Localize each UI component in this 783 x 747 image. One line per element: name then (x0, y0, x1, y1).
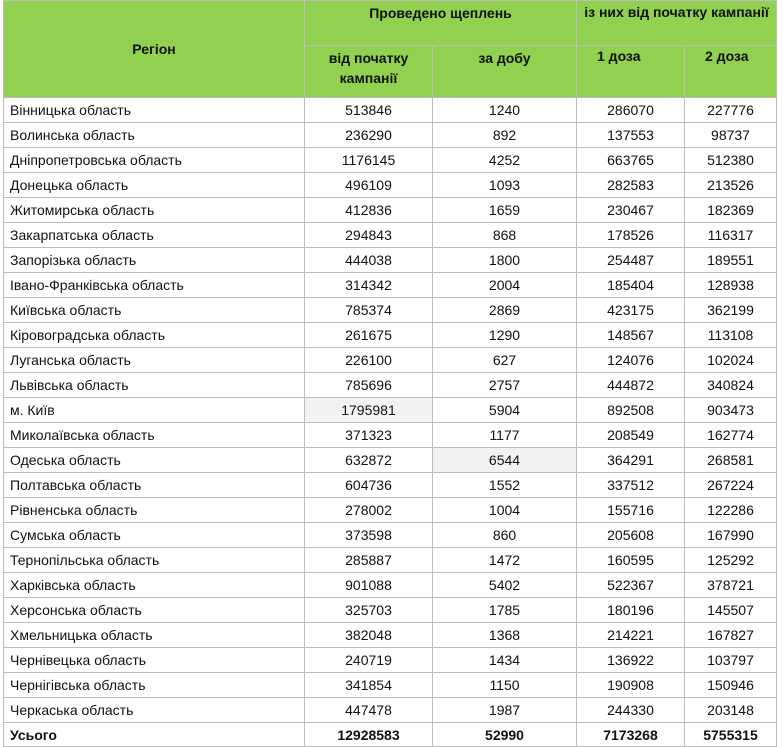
vaccination-table-container (3, 0, 777, 747)
dose1-cell: 155716 (577, 498, 685, 523)
table-row (4, 448, 777, 473)
per-day-cell: 1434 (433, 648, 577, 673)
dose2-cell: 362199 (685, 298, 777, 323)
dose2-cell: 150946 (685, 673, 777, 698)
region-name-cell: Запорізька область (4, 248, 305, 273)
total-dose1: 7173268 (577, 723, 685, 747)
since-start-cell: 1795981 (305, 398, 433, 423)
since-start-cell: 785374 (305, 298, 433, 323)
per-day-cell: 1987 (433, 698, 577, 723)
since-start-column-header: від початку кампанії (305, 46, 433, 98)
dose2-cell: 145507 (685, 598, 777, 623)
dose2-cell: 162774 (685, 423, 777, 448)
dose2-cell: 512380 (685, 148, 777, 173)
per-day-cell: 1093 (433, 173, 577, 198)
region-name-cell: Черкаська область (4, 698, 305, 723)
per-day-cell: 1472 (433, 548, 577, 573)
dose1-cell: 663765 (577, 148, 685, 173)
header-row-top (4, 1, 777, 46)
dose2-cell: 267224 (685, 473, 777, 498)
region-name-cell: Дніпропетровська область (4, 148, 305, 173)
dose1-cell: 180196 (577, 598, 685, 623)
table-row (4, 523, 777, 548)
since-start-cell: 785696 (305, 373, 433, 398)
per-day-cell: 860 (433, 523, 577, 548)
dose1-cell: 190908 (577, 673, 685, 698)
dose2-cell: 125292 (685, 548, 777, 573)
per-day-cell: 2757 (433, 373, 577, 398)
table-row (4, 323, 777, 348)
dose2-cell: 102024 (685, 348, 777, 373)
region-name-cell: Івано-Франківська область (4, 273, 305, 298)
table-row (4, 473, 777, 498)
per-day-cell: 1150 (433, 673, 577, 698)
region-name-cell: Чернігівська область (4, 673, 305, 698)
region-name-cell: Кіровоградська область (4, 323, 305, 348)
region-name-cell: Житомирська область (4, 198, 305, 223)
table-row (4, 548, 777, 573)
table-row (4, 598, 777, 623)
region-name-cell: Чернівецька область (4, 648, 305, 673)
table-row (4, 273, 777, 298)
dose2-cell: 122286 (685, 498, 777, 523)
per-day-cell: 6544 (433, 448, 577, 473)
per-day-column-header: за добу (433, 46, 577, 98)
since-start-cell: 314342 (305, 273, 433, 298)
table-row (4, 123, 777, 148)
dose1-cell: 214221 (577, 623, 685, 648)
per-day-cell: 868 (433, 223, 577, 248)
dose1-cell: 892508 (577, 398, 685, 423)
table-row (4, 248, 777, 273)
since-start-cell: 412836 (305, 198, 433, 223)
table-row (4, 198, 777, 223)
dose1-cell: 124076 (577, 348, 685, 373)
since-start-cell: 371323 (305, 423, 433, 448)
dose1-cell: 208549 (577, 423, 685, 448)
dose2-cell: 213526 (685, 173, 777, 198)
per-day-cell: 627 (433, 348, 577, 373)
table-row (4, 673, 777, 698)
since-start-cell: 373598 (305, 523, 433, 548)
table-row (4, 423, 777, 448)
dose1-cell: 522367 (577, 573, 685, 598)
dose1-cell: 148567 (577, 323, 685, 348)
since-start-cell: 278002 (305, 498, 433, 523)
since-start-cell: 285887 (305, 548, 433, 573)
since-start-cell: 632872 (305, 448, 433, 473)
per-day-cell: 1552 (433, 473, 577, 498)
dose1-cell: 205608 (577, 523, 685, 548)
since-start-cell: 604736 (305, 473, 433, 498)
table-body (4, 98, 777, 747)
since-start-cell: 444038 (305, 248, 433, 273)
dose1-cell: 286070 (577, 98, 685, 123)
since-start-cell: 240719 (305, 648, 433, 673)
per-day-cell: 2869 (433, 298, 577, 323)
per-day-cell: 1800 (433, 248, 577, 273)
region-name-cell: Волинська область (4, 123, 305, 148)
region-name-cell: Тернопільська область (4, 548, 305, 573)
dose1-cell: 137553 (577, 123, 685, 148)
dose2-cell: 903473 (685, 398, 777, 423)
vaccination-table (3, 0, 777, 747)
per-day-cell: 5402 (433, 573, 577, 598)
since-start-cell: 261675 (305, 323, 433, 348)
dose1-cell: 254487 (577, 248, 685, 273)
table-row (4, 173, 777, 198)
dose1-cell: 364291 (577, 448, 685, 473)
since-start-cell: 901088 (305, 573, 433, 598)
table-row (4, 223, 777, 248)
per-day-cell: 1177 (433, 423, 577, 448)
per-day-cell: 5904 (433, 398, 577, 423)
per-day-cell: 892 (433, 123, 577, 148)
per-day-cell: 1659 (433, 198, 577, 223)
per-day-cell: 1785 (433, 598, 577, 623)
dose1-cell: 444872 (577, 373, 685, 398)
since-start-cell: 294843 (305, 223, 433, 248)
dose2-cell: 378721 (685, 573, 777, 598)
since-start-cell: 1176145 (305, 148, 433, 173)
total-per-day: 52990 (433, 723, 577, 747)
dose1-column-header: 1 доза (577, 46, 685, 98)
since-start-cell: 496109 (305, 173, 433, 198)
region-name-cell: Рівненська область (4, 498, 305, 523)
dose1-cell: 185404 (577, 273, 685, 298)
region-name-cell: Одеська область (4, 448, 305, 473)
dose2-cell: 268581 (685, 448, 777, 473)
total-dose2: 5755315 (685, 723, 777, 747)
region-name-cell: Київська область (4, 298, 305, 323)
per-day-cell: 1368 (433, 623, 577, 648)
region-name-cell: Миколаївська область (4, 423, 305, 448)
region-name-cell: Хмельницька область (4, 623, 305, 648)
region-name-cell: Сумська область (4, 523, 305, 548)
per-day-cell: 1004 (433, 498, 577, 523)
dose1-cell: 136922 (577, 648, 685, 673)
table-row (4, 298, 777, 323)
table-row (4, 648, 777, 673)
total-label: Усього (4, 723, 305, 747)
dose1-cell: 244330 (577, 698, 685, 723)
table-row (4, 148, 777, 173)
table-row (4, 98, 777, 123)
dose2-cell: 167990 (685, 523, 777, 548)
since-start-cell: 325703 (305, 598, 433, 623)
vaccinated-group-header: Проведено щеплень (305, 1, 577, 46)
dose2-cell: 203148 (685, 698, 777, 723)
table-row (4, 623, 777, 648)
dose2-cell: 116317 (685, 223, 777, 248)
per-day-cell: 1290 (433, 323, 577, 348)
dose2-cell: 128938 (685, 273, 777, 298)
region-name-cell: Львівська область (4, 373, 305, 398)
dose2-cell: 340824 (685, 373, 777, 398)
dose2-cell: 227776 (685, 98, 777, 123)
since-start-cell: 226100 (305, 348, 433, 373)
table-row (4, 373, 777, 398)
dose1-cell: 337512 (577, 473, 685, 498)
dose1-cell: 423175 (577, 298, 685, 323)
region-column-header: Регіон (4, 1, 305, 98)
region-name-cell: Харківська область (4, 573, 305, 598)
since-start-cell: 447478 (305, 698, 433, 723)
dose2-column-header: 2 доза (685, 46, 777, 98)
per-day-cell: 1240 (433, 98, 577, 123)
table-row (4, 398, 777, 423)
total-since-start: 12928583 (305, 723, 433, 747)
region-name-cell: Вінницька область (4, 98, 305, 123)
dose2-cell: 113108 (685, 323, 777, 348)
dose2-cell: 189551 (685, 248, 777, 273)
dose1-cell: 178526 (577, 223, 685, 248)
since-start-cell: 236290 (305, 123, 433, 148)
dose1-cell: 230467 (577, 198, 685, 223)
dose1-cell: 160595 (577, 548, 685, 573)
dose1-cell: 282583 (577, 173, 685, 198)
of-which-group-header: із них від початку кампанії (577, 1, 777, 46)
dose2-cell: 182369 (685, 198, 777, 223)
region-name-cell: Закарпатська область (4, 223, 305, 248)
region-name-cell: м. Київ (4, 398, 305, 423)
region-name-cell: Херсонська область (4, 598, 305, 623)
dose2-cell: 98737 (685, 123, 777, 148)
table-row (4, 573, 777, 598)
per-day-cell: 2004 (433, 273, 577, 298)
region-name-cell: Донецька область (4, 173, 305, 198)
table-row (4, 348, 777, 373)
region-name-cell: Полтавська область (4, 473, 305, 498)
since-start-cell: 382048 (305, 623, 433, 648)
since-start-cell: 513846 (305, 98, 433, 123)
per-day-cell: 4252 (433, 148, 577, 173)
since-start-cell: 341854 (305, 673, 433, 698)
dose2-cell: 103797 (685, 648, 777, 673)
table-row (4, 498, 777, 523)
dose2-cell: 167827 (685, 623, 777, 648)
region-name-cell: Луганська область (4, 348, 305, 373)
table-row (4, 698, 777, 723)
